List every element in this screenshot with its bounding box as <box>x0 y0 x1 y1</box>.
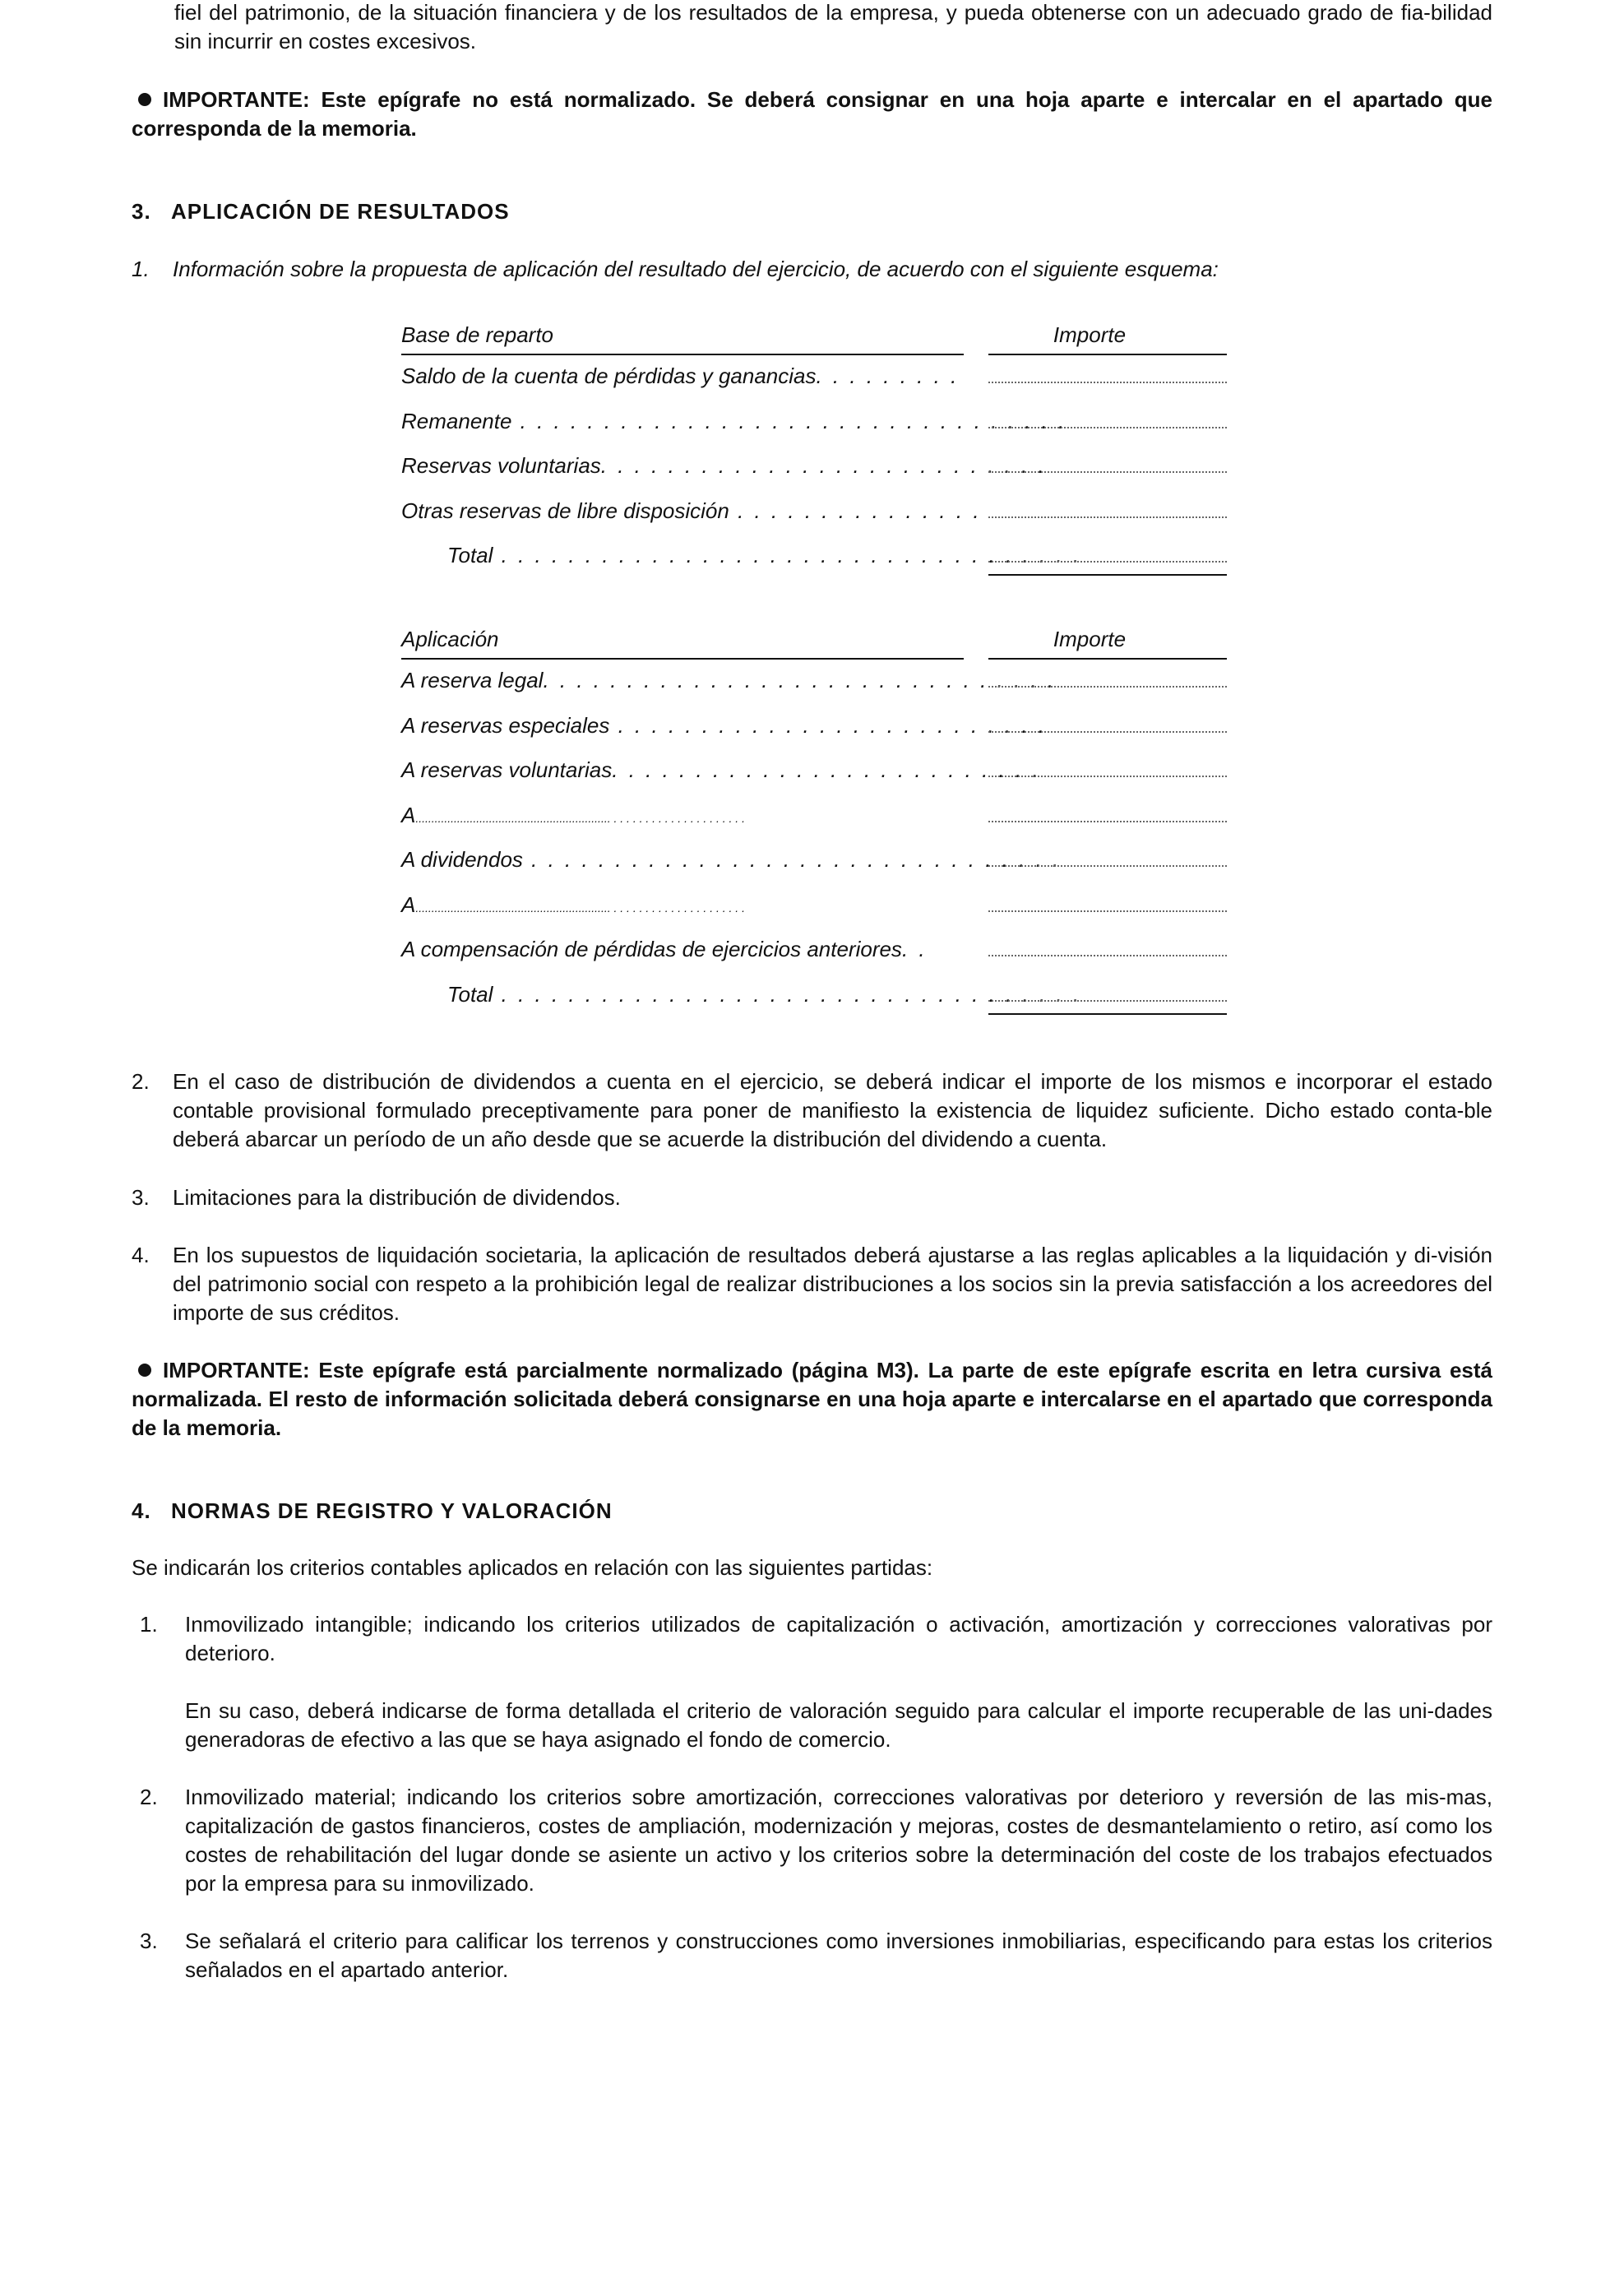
section-number: 4. <box>132 1498 151 1523</box>
amount-field[interactable] <box>988 774 1227 777</box>
section-4-item-1-extra: En su caso, deberá indicarse de forma detallada el criterio de valoración seguido para calcular el importe recuperable de las uni-dades generadoras de efectivo a las que se haya asignado el fondo de comercio. <box>185 1698 1492 1752</box>
amount-field[interactable] <box>988 684 1227 688</box>
section-title: APLICACIÓN DE RESULTADOS <box>171 199 510 224</box>
table-row <box>401 928 1227 974</box>
section-3-item-3 <box>132 1183 1492 1212</box>
row-label: A reservas especiales . . . . . . . . . . . . . . . . . . . . . . . . . . <box>401 712 1048 738</box>
section-3-heading <box>132 197 510 226</box>
total-amount-field[interactable] <box>988 559 1227 563</box>
total-label: Total . . . . . . . . . . . . . . . . . . . . . . . . . . . . . . . . . . . <box>447 543 1082 567</box>
important-note-text: IMPORTANTE: Este epígrafe está parcialmente normalizado (página M3). La parte de este epígrafe escrita en letra cursiva está normalizada. El resto de información solicitada deberá consignarse en una hoja aparte e intercalarse en el apartado que corresponda de la memoria. <box>132 1358 1492 1440</box>
row-label: A dividendos . . . . . . . . . . . . . . . . . . . . . . . . . . . . . . . . <box>401 847 1062 872</box>
amount-field[interactable] <box>988 953 1227 956</box>
header-base-de-reparto: Base de reparto <box>401 322 554 347</box>
amount-field[interactable] <box>988 425 1227 428</box>
row-label: Remanente . . . . . . . . . . . . . . . . . . . . . . . . . . . . . . . . . <box>401 408 1067 433</box>
row-label: A............................................................. . . . . . . . . . . . . . . . . . . . . . <box>401 802 745 827</box>
amount-field[interactable] <box>988 729 1227 733</box>
table-row <box>401 355 1227 401</box>
item-text: Se señalará el criterio para calificar los terrenos y construcciones como inversiones inmobiliarias, especificando para estas los criterios señalados en el apartado anterior. <box>185 1929 1492 1982</box>
section-4-item-3 <box>140 1927 1492 1984</box>
table-total-row <box>401 535 1227 580</box>
section-4-item-1 <box>140 1610 1492 1668</box>
important-note-2 <box>132 1356 1492 1443</box>
section-title: NORMAS DE REGISTRO Y VALORACIÓN <box>171 1498 613 1523</box>
header-importe: Importe <box>1053 322 1127 347</box>
item-text: Limitaciones para la distribución de dividendos. <box>173 1185 621 1210</box>
amount-field[interactable] <box>988 819 1227 822</box>
row-label: A............................................................. . . . . . . . . . . . . . . . . . . . . . <box>401 891 745 917</box>
section-4-heading <box>132 1497 613 1526</box>
item-number: 3. <box>132 1185 150 1210</box>
table-header <box>401 319 1227 355</box>
section-3-item-4 <box>132 1241 1492 1327</box>
table-row <box>401 749 1227 794</box>
row-label: A reservas voluntarias. . . . . . . . . . . . . . . . . . . . . . . . . . <box>401 757 1041 782</box>
table-row <box>401 445 1227 490</box>
table-row <box>401 884 1227 929</box>
section-3-item-2 <box>132 1067 1492 1154</box>
base-de-reparto-table <box>401 319 1227 580</box>
total-amount-field[interactable] <box>988 998 1227 1002</box>
section-3-item-1 <box>132 255 1492 284</box>
table-row <box>401 401 1227 446</box>
item-text: En el caso de distribución de dividendos a cuenta en el ejercicio, se deberá indicar el importe de los mismos e incorporar el estado contable provisional formulado preceptivamente para poner de manifiesto la existencia de liquidez suficiente. Dicho estado conta-ble deberá abarcar un período de un año desde que se acuerde la distribución del dividendo a cuenta. <box>173 1069 1492 1151</box>
amount-field[interactable] <box>988 515 1227 518</box>
item-number: 1. <box>132 257 150 281</box>
important-note-1 <box>132 86 1492 143</box>
important-note-text: IMPORTANTE: Este epígrafe no está normalizado. Se deberá consignar en una hoja aparte e intercalar en el apartado que corresponda de la memoria. <box>132 87 1492 141</box>
item-text: En los supuestos de liquidación societaria, la aplicación de resultados deberá ajustarse a las reglas aplicables a la liquidación y di-visión del patrimonio social con respeto a la prohibición legal de realizar distribuciones a los socios sin la previa satisfacción a los acreedores del importe de sus créditos. <box>173 1243 1492 1325</box>
continuation-paragraph: fiel del patrimonio, de la situación financiera y de los resultados de la empresa, y pueda obtenerse con un adecuado grado de fia-bilidad sin incurrir en costes excesivos. <box>174 0 1492 53</box>
table-row <box>401 794 1227 840</box>
header-importe: Importe <box>1053 627 1127 651</box>
bullet-icon <box>138 1364 151 1377</box>
table-row <box>401 660 1227 705</box>
table-header <box>401 623 1227 660</box>
section-number: 3. <box>132 199 151 224</box>
item-text: Inmovilizado material; indicando los criterios sobre amortización, correcciones valorativas por deterioro y reversión de las mis-mas, capitalización de gastos financieros, costes de ampliación, modernización y mejoras, costes de desmantelamiento o retiro, así como los costes de rehabilitación del lugar donde se asiente un activo y los criterios sobre la determinación del coste de los trabajos efectuados por la empresa para su inmovilizado. <box>185 1785 1492 1896</box>
total-label: Total . . . . . . . . . . . . . . . . . . . . . . . . . . . . . . . . . . . <box>447 981 1082 1007</box>
item-number: 1. <box>140 1612 158 1637</box>
item-number: 2. <box>132 1069 150 1094</box>
item-number: 3. <box>140 1929 158 1953</box>
total-rule <box>988 1013 1227 1015</box>
row-label: Saldo de la cuenta de pérdidas y ganancias. . . . . . . . . <box>401 364 960 388</box>
amount-field[interactable] <box>988 380 1227 383</box>
row-label: A compensación de pérdidas de ejercicios anteriores. . <box>401 937 928 961</box>
table-total-row <box>401 974 1227 1019</box>
section-4-item-2 <box>140 1783 1492 1898</box>
row-label: Otras reservas de libre disposición . . . . . . . . . . . . . . . <box>401 498 982 523</box>
bullet-icon <box>138 93 151 106</box>
table-row <box>401 705 1227 750</box>
table-row <box>401 839 1227 884</box>
item-number: 4. <box>132 1243 150 1267</box>
header-aplicacion: Aplicación <box>401 627 499 651</box>
total-rule <box>988 574 1227 576</box>
row-label: A reserva legal. . . . . . . . . . . . . . . . . . . . . . . . . . . . . . . <box>401 668 1057 692</box>
amount-field[interactable] <box>988 470 1227 473</box>
item-text: Inmovilizado intangible; indicando los criterios utilizados de capitalización o activación, amortización y correcciones valorativas por deterioro. <box>185 1612 1492 1665</box>
row-label: Reservas voluntarias. . . . . . . . . . . . . . . . . . . . . . . . . . . <box>401 453 1047 478</box>
amount-field[interactable] <box>988 909 1227 912</box>
aplicacion-table <box>401 623 1227 1018</box>
amount-field[interactable] <box>988 864 1227 867</box>
item-text: Información sobre la propuesta de aplicación del resultado del ejercicio, de acuerdo con el siguiente esquema: <box>173 257 1219 281</box>
section-4-intro: Se indicarán los criterios contables aplicados en relación con las siguientes partidas: <box>132 1555 933 1580</box>
item-number: 2. <box>140 1785 158 1809</box>
table-row <box>401 490 1227 535</box>
